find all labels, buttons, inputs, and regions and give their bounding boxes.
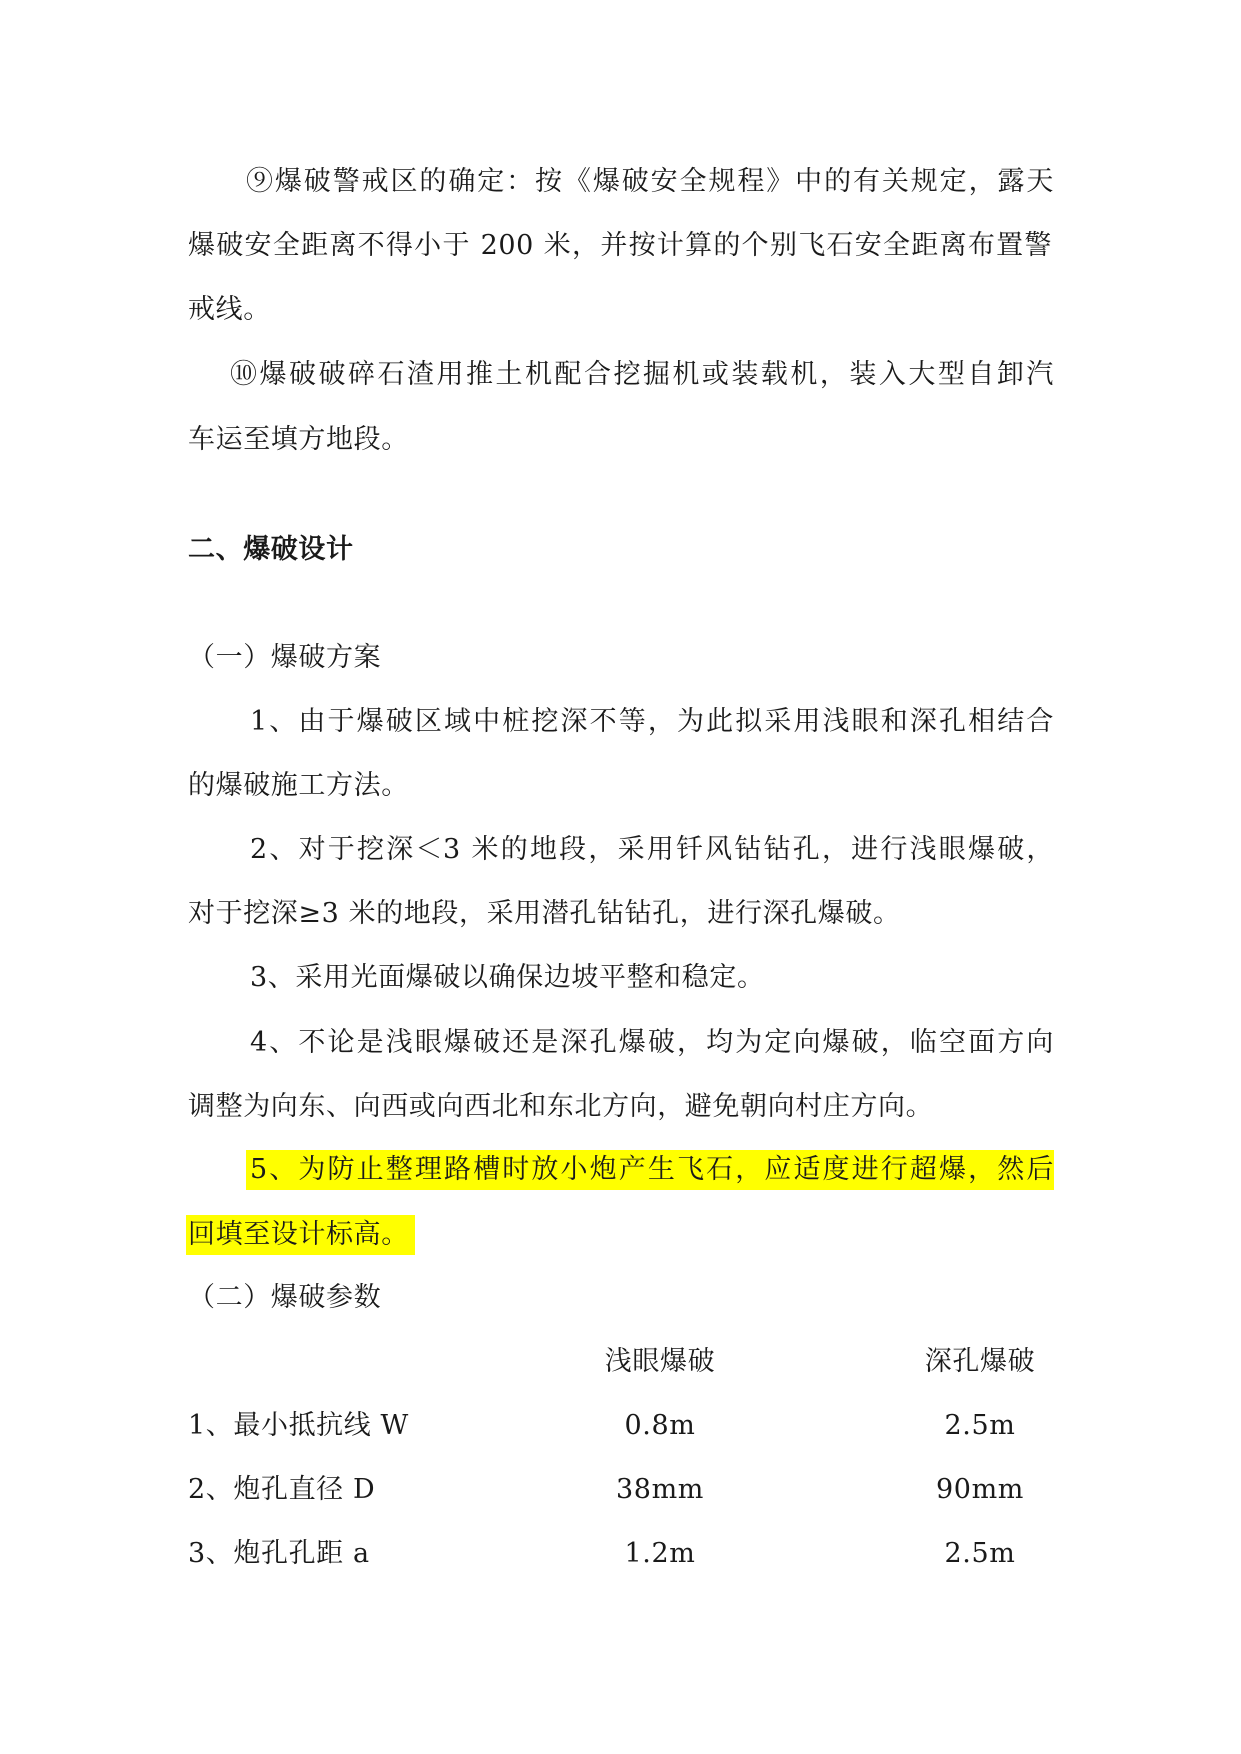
item-5-line-1-highlighted: 5、为防止整理路槽时放小炮产生飞石，应适度进行超爆，然后 [246,1150,1054,1190]
paragraph-9-line-1: ⑨爆破警戒区的确定：按《爆破安全规程》中的有关规定，露天 [246,166,1054,197]
parameter-label: 2、炮孔直径 D [188,1474,376,1505]
parameter-value-shallow: 0.8m [624,1410,696,1441]
paragraph-9-line-2: 爆破安全距离不得小于 200 米，并按计算的个别飞石安全距离布置警 [188,230,1052,261]
subsection-2-title: （二）爆破参数 [188,1282,382,1313]
item-1-line-1: 1、由于爆破区域中桩挖深不等，为此拟采用浅眼和深孔相结合 [250,706,1054,737]
parameter-value-shallow: 38mm [616,1474,704,1505]
subsection-1-title: （一）爆破方案 [188,642,382,673]
item-2-line-1: 2、对于挖深＜3 米的地段，采用钎风钻钻孔，进行浅眼爆破， [250,834,1054,865]
paragraph-10-line-1: ⑩爆破破碎石渣用推土机配合挖掘机或装载机，装入大型自卸汽 [230,359,1054,390]
parameter-label: 1、最小抵抗线 W [188,1410,409,1441]
item-3: 3、采用光面爆破以确保边坡平整和稳定。 [250,962,765,993]
column-header-deep: 深孔爆破 [924,1346,1036,1377]
paragraph-10-line-2: 车运至填方地段。 [188,424,409,455]
parameter-value-deep: 2.5m [944,1538,1016,1569]
item-2-line-2: 对于挖深≥3 米的地段，采用潜孔钻钻孔，进行深孔爆破。 [188,898,901,929]
section-heading: 二、爆破设计 [188,534,354,565]
item-5-line-2-highlighted: 回填至设计标高。 [186,1215,415,1255]
parameter-value-shallow: 1.2m [624,1538,696,1569]
paragraph-9-line-3: 戒线。 [188,294,271,325]
column-header-shallow: 浅眼爆破 [604,1346,716,1377]
item-1-line-2: 的爆破施工方法。 [188,770,409,801]
item-4-line-2: 调整为向东、向西或向西北和东北方向，避免朝向村庄方向。 [188,1091,934,1122]
parameter-value-deep: 90mm [936,1474,1024,1505]
parameter-label: 3、炮孔孔距 a [188,1538,370,1569]
item-4-line-1: 4、不论是浅眼爆破还是深孔爆破，均为定向爆破，临空面方向 [250,1027,1054,1058]
parameter-value-deep: 2.5m [944,1410,1016,1441]
